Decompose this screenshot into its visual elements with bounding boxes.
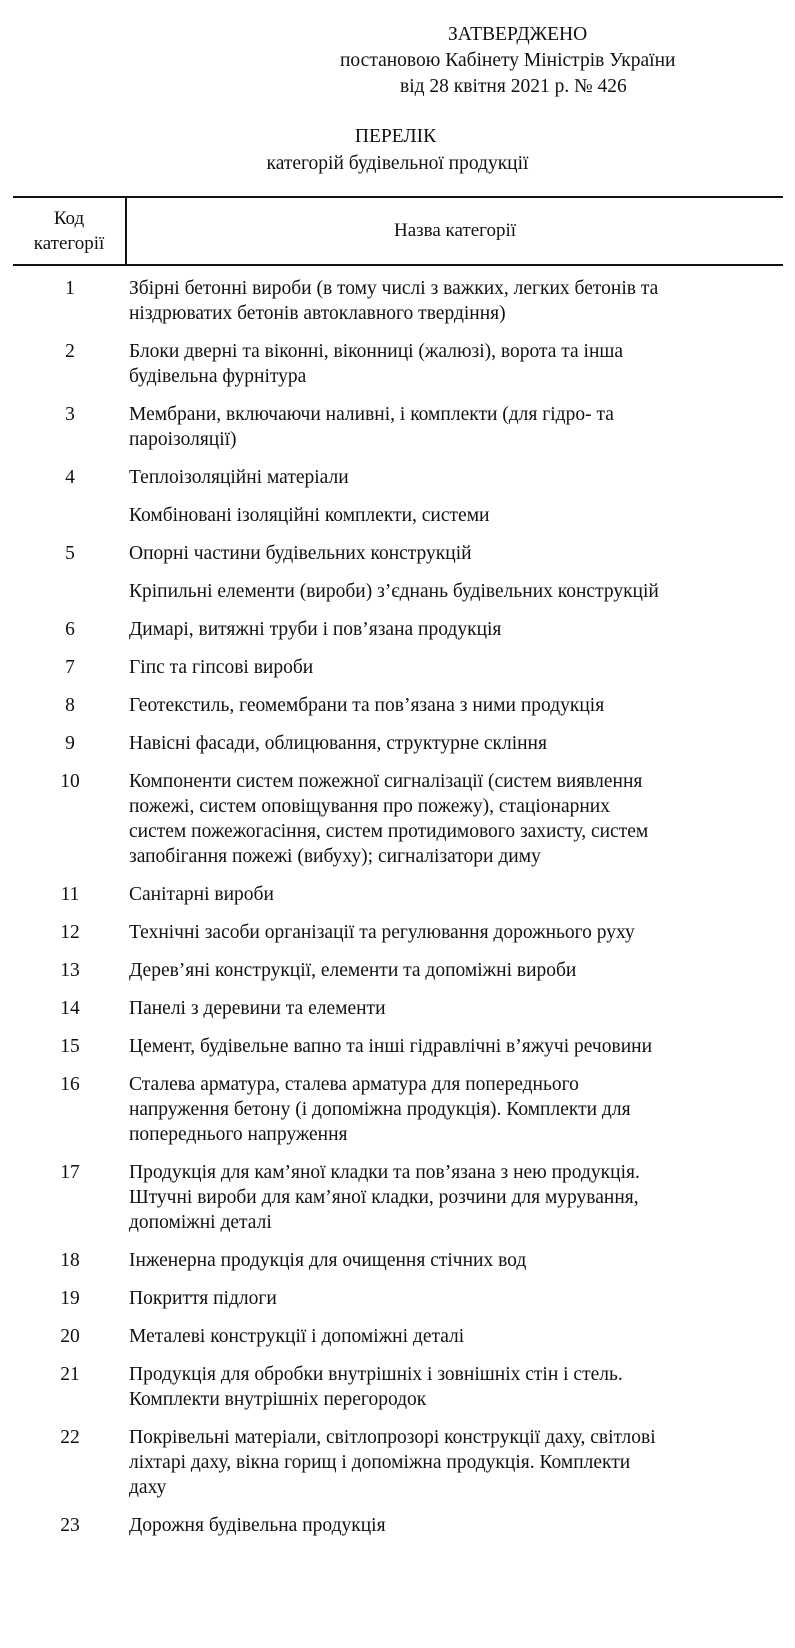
category-name-line: систем пожежогасіння, систем протидимового захисту, систем bbox=[129, 821, 649, 842]
category-name bbox=[129, 1513, 386, 1538]
category-name-line: Геотекстиль, геомембрани та пов’язана з ними продукція bbox=[129, 695, 605, 716]
category-name bbox=[129, 579, 659, 604]
category-code: 9 bbox=[65, 733, 75, 754]
category-name-line: Сталева арматура, сталева арматура для попереднього bbox=[129, 1074, 579, 1095]
category-code: 21 bbox=[60, 1364, 80, 1385]
category-name-line: пароізоляції) bbox=[129, 429, 237, 450]
category-code: 3 bbox=[65, 404, 75, 425]
category-name-line: Цемент, будівельне вапно та інші гідравлічні в’яжучі речовини bbox=[129, 1036, 653, 1057]
category-name bbox=[129, 958, 576, 983]
category-name bbox=[129, 1362, 623, 1412]
category-code: 8 bbox=[65, 695, 75, 716]
category-name bbox=[129, 276, 658, 326]
category-name-line: Димарі, витяжні труби і пов’язана продукція bbox=[129, 619, 502, 640]
category-name bbox=[129, 541, 472, 566]
category-name-line: ніздрюватих бетонів автоклавного твердіння) bbox=[129, 303, 506, 324]
category-name-line: Гіпс та гіпсові вироби bbox=[129, 657, 314, 678]
category-code: 14 bbox=[60, 998, 80, 1019]
category-name-line: Блоки дверні та віконні, віконниці (жалюзі), ворота та інша bbox=[129, 341, 624, 362]
category-name-line: Покриття підлоги bbox=[129, 1288, 277, 1309]
approval-title: ЗАТВЕРДЖЕНО bbox=[448, 24, 588, 45]
category-name bbox=[129, 1324, 464, 1349]
category-name bbox=[129, 882, 274, 907]
category-name-line: Опорні частини будівельних конструкцій bbox=[129, 543, 472, 564]
category-name-line: Продукція для обробки внутрішніх і зовнішніх стін і стель. bbox=[129, 1364, 623, 1385]
category-code: 5 bbox=[65, 543, 75, 564]
category-code: 16 bbox=[60, 1074, 80, 1095]
category-code: 22 bbox=[60, 1427, 80, 1448]
category-name-line: запобігання пожежі (вибуху); сигналізатори диму bbox=[129, 846, 541, 867]
category-name bbox=[129, 693, 604, 718]
category-name bbox=[129, 402, 614, 452]
category-name-line: Навісні фасади, облицювання, структурне скління bbox=[129, 733, 547, 754]
category-name-line: даху bbox=[129, 1477, 167, 1498]
category-name-line: Кріпильні елементи (вироби) з’єднань будівельних конструкцій bbox=[129, 581, 659, 602]
category-code: 20 bbox=[60, 1326, 80, 1347]
category-name bbox=[129, 465, 349, 490]
header-code bbox=[13, 206, 125, 256]
category-code: 1 bbox=[65, 278, 75, 299]
approval-issuer: постановою Кабінету Міністрів України bbox=[340, 50, 676, 71]
categories-table bbox=[13, 196, 783, 1536]
category-name bbox=[129, 731, 547, 756]
category-code: 4 bbox=[65, 467, 75, 488]
category-code: 11 bbox=[60, 884, 80, 905]
category-name-line: Комбіновані ізоляційні комплекти, системи bbox=[129, 505, 490, 526]
category-name-line: Комплекти внутрішніх перегородок bbox=[129, 1389, 427, 1410]
category-code: 15 bbox=[60, 1036, 80, 1057]
category-code: 6 bbox=[65, 619, 75, 640]
category-code: 13 bbox=[60, 960, 80, 981]
category-name-line: Санітарні вироби bbox=[129, 884, 274, 905]
category-code: 12 bbox=[60, 922, 80, 943]
category-code: 18 bbox=[60, 1250, 80, 1271]
category-name bbox=[129, 769, 648, 869]
category-name-line: Металеві конструкції і допоміжні деталі bbox=[129, 1326, 465, 1347]
category-code: 2 bbox=[65, 341, 75, 362]
category-name bbox=[129, 1034, 652, 1059]
category-name-line: попереднього напруження bbox=[129, 1124, 348, 1145]
category-name-line: Дорожня будівельна продукція bbox=[129, 1515, 386, 1536]
category-code: 10 bbox=[60, 771, 80, 792]
category-name-line: Штучні вироби для кам’яної кладки, розчини для мурування, bbox=[129, 1187, 639, 1208]
category-name bbox=[129, 503, 489, 528]
category-name-line: Компоненти систем пожежної сигналізації (систем виявлення bbox=[129, 771, 643, 792]
category-name-line: Інженерна продукція для очищення стічних вод bbox=[129, 1250, 527, 1271]
category-name bbox=[129, 1072, 631, 1147]
category-name-line: ліхтарі даху, вікна горищ і допоміжна продукція. Комплекти bbox=[129, 1452, 631, 1473]
header-code-line: Код bbox=[53, 208, 85, 229]
category-name-line: будівельна фурнітура bbox=[129, 366, 307, 387]
category-code: 7 bbox=[65, 657, 75, 678]
category-name bbox=[129, 996, 386, 1021]
category-name-line: Теплоізоляційні матеріали bbox=[129, 467, 349, 488]
category-name bbox=[129, 1286, 277, 1311]
category-name-line: Продукція для кам’яної кладки та пов’язана з нею продукція. bbox=[129, 1162, 640, 1183]
category-name bbox=[129, 1160, 640, 1235]
category-name bbox=[129, 1425, 656, 1500]
document-title: ПЕРЕЛІК bbox=[354, 126, 437, 147]
category-name bbox=[129, 920, 635, 945]
category-name-line: Покрівельні матеріали, світлопрозорі конструкції даху, світлові bbox=[129, 1427, 656, 1448]
category-name bbox=[129, 655, 313, 680]
document-subtitle: категорій будівельної продукції bbox=[266, 153, 529, 174]
category-name-line: Мембрани, включаючи наливні, і комплекти (для гідро- та bbox=[129, 404, 614, 425]
category-name-line: Технічні засоби організації та регулювання дорожнього руху bbox=[129, 922, 635, 943]
category-name bbox=[129, 617, 501, 642]
category-name-line: пожежі, систем оповіщування про пожежу), стаціонарних bbox=[129, 796, 610, 817]
category-name bbox=[129, 339, 623, 389]
table-header bbox=[13, 196, 783, 266]
approval-stamp bbox=[340, 22, 780, 100]
category-name-line: Панелі з деревини та елементи bbox=[129, 998, 386, 1019]
category-code: 19 bbox=[60, 1288, 80, 1309]
header-code-line: категорії bbox=[33, 233, 105, 254]
category-name-line: Дерев’яні конструкції, елементи та допоміжні вироби bbox=[129, 960, 577, 981]
category-name-line: напруження бетону (і допоміжна продукція). Комплекти для bbox=[129, 1099, 631, 1120]
category-name-line: Збірні бетонні вироби (в тому числі з важких, легких бетонів та bbox=[129, 278, 659, 299]
category-code: 17 bbox=[60, 1162, 80, 1183]
category-code: 23 bbox=[60, 1515, 80, 1536]
header-name: Назва категорії bbox=[393, 220, 517, 241]
approval-date: від 28 квітня 2021 р. № 426 bbox=[400, 76, 627, 97]
category-name bbox=[129, 1248, 526, 1273]
category-name-line: допоміжні деталі bbox=[129, 1212, 272, 1233]
